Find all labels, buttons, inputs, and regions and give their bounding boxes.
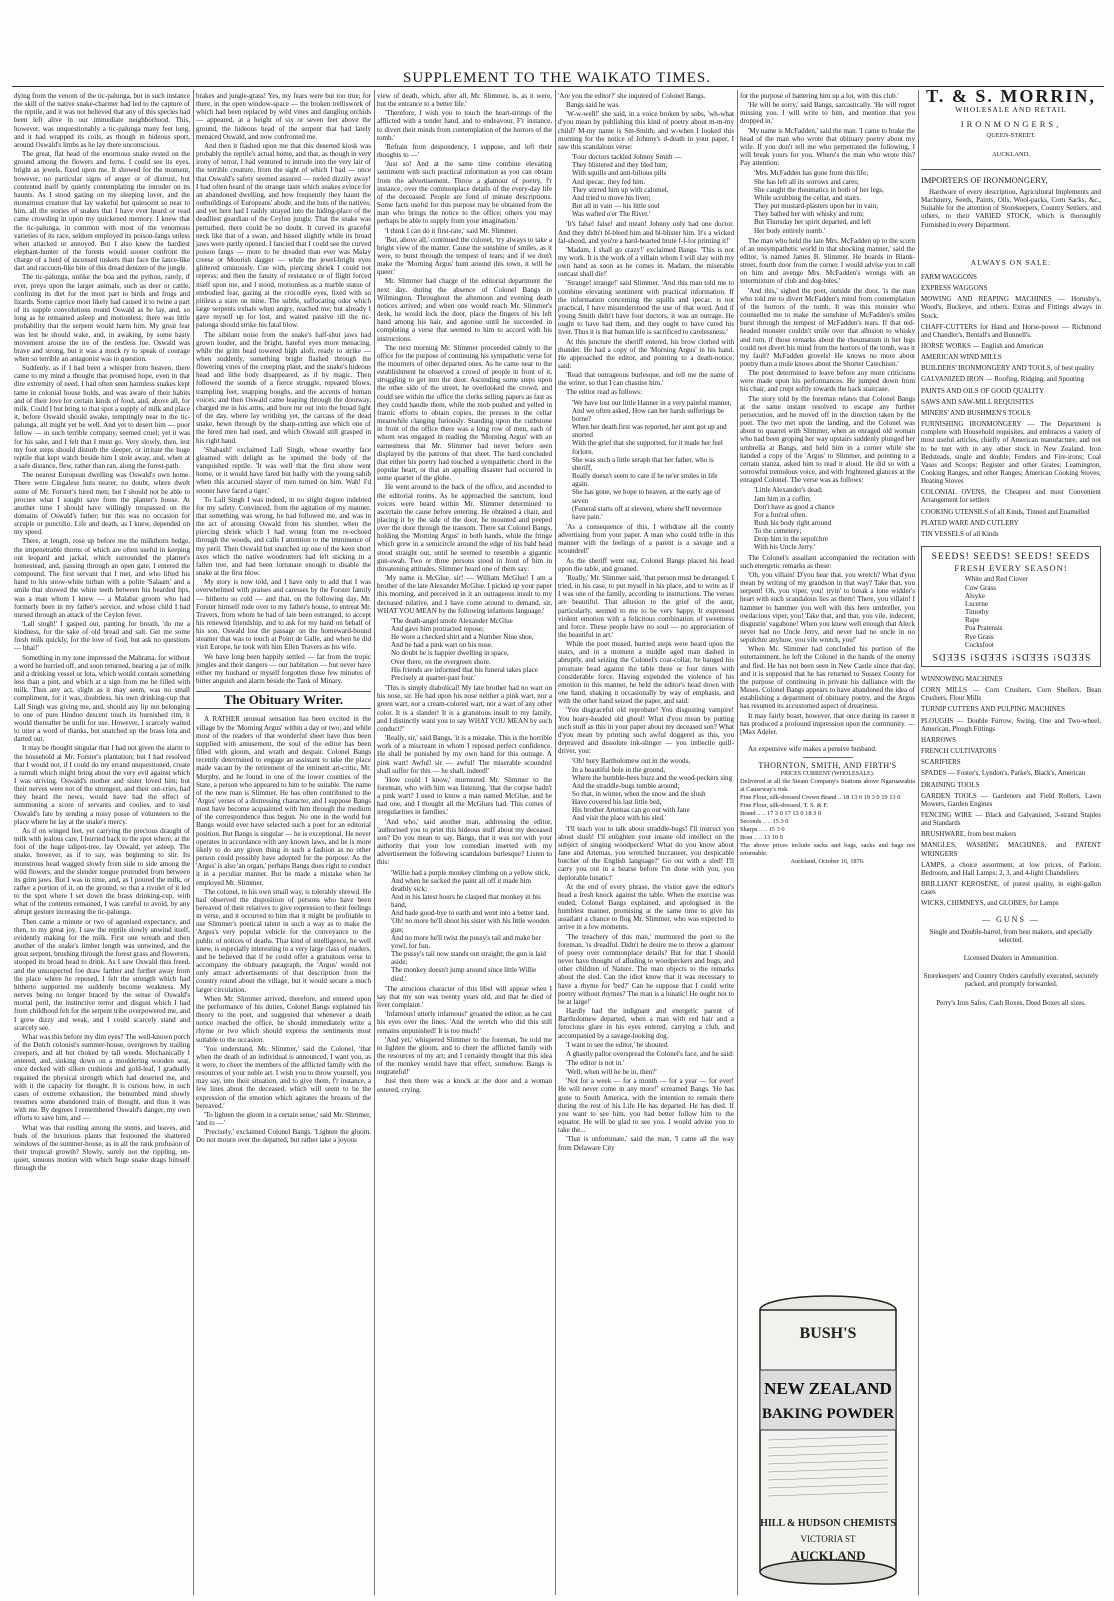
column-divider <box>918 90 919 1595</box>
morrin-title: T. & S. MORRIN, <box>926 90 1096 106</box>
column-divider <box>555 90 556 1595</box>
thornton-subtitle: PRICES CURRENT (WHOLESALE). <box>780 771 875 778</box>
story-paragraph: What was this before my dim eyes? The well-known porch of the Dutch colonist's summer-house, overgrown by trailing creepers, and all but choked by tall weeds. Mechanically I entered, and, sinking down on a mouldering wooden seat, once decked with silken cushions and gold-leaf, I gradually regained the physical strength which had deserted me, and with it the capacity for thought. It is curious how, in such cases of extreme exhaustion, the benumbed mind slowly resumes some abandoned train of thought, and thus it was with me. By degrees I remembered Oswald's danger, my own efforts to save him, and — <box>14 1032 190 1123</box>
obituary-paragraph: When Mr. Slimmer arrived, therefore, and entered upon the performance of his duties, Colonel Bangs explained his theory to the poet, and suggested that whenever a death notice reached the office, he should immediately write a rhyme or two which should express the sentiments most suitable to the occasion. <box>196 994 371 1044</box>
story-paragraph: 'Shabash!' exclaimed Lall Singh, whose swarthy face gleamed with delight as he spurned the body of the vanquished reptile. 'It was well that the first show went home, or it would have fared but badly with the young sahib when this accursed slayer of men turned on him. Wah! I'd sooner have faced a tiger.' <box>196 445 371 495</box>
stock-item: MANGLES, WASHING MACHINES, and PATENT WRINGERS <box>921 841 1101 858</box>
obituary-paragraph: 'This is simply diabolical! My late brother had no wart on his nose, sir. He had upon his nose neither a pink wart, nor a green wart, nor a cream-colored wart, nor a wart of any other color. It is a slander! It is a gratuitous insult to my family, and I distinctly want you to say WHAT YOU MEAN by such conduct?' <box>377 684 552 733</box>
poem-bartholomew: 'Oh! bury Bartholomew out in the woods, In a beautiful hole in the ground, Where the bumble-bees buzz and the wood-peckers sing And the straddle-bugs tumble around; So that, in winter, when the snow and the slush Have covered his last little bed, His brother Artemas can go out with Jane And visit the place with his sled.' <box>572 757 733 823</box>
obituary-paragraph: 'W-w-well!' she said, in a voice broken by sobs, 'wh-what d'you mean by publishing this kind of poetry about m-m-my child? M-my name is Sm-Smith; and w-when I looked this morning for the notice of Johnny's d-death in your paper, I saw this scandalous verse: <box>558 110 734 151</box>
story-paragraph: To Lall Singh I was indeed, in no slight degree indebted for my safety. Convinced, from the agitation of my manner, that something was wrong, he had followed me, and was in the act of arousing Oswald from his slumber, when the piercing shriek which I had wrung from me re-echoed through the woods, and calls I attention to the imminence of my peril. Then Oswald hut snatched up one of the keen short axes which the native woodcutters had left sticking in a fallen tree, and had been fortunate enough to disable the snake at the first blow. <box>196 495 371 578</box>
column-4 <box>558 92 734 1597</box>
stock-item: FURNISHING IRONMONGERY — The Department is complete with Household requisites, and embraces a variety of most useful articles, chiefly of American manufacture, and not to be met with in any other stock in New Zealand. Iron Bedsteads, single and double; Fenders and Fire-irons; Coal Vases and Scoops; Register and other Grates; Leamington, Cooking Ranges, and other Ranges; American Cooking Stoves; Heating Stoves <box>921 420 1101 486</box>
obituary-paragraph: The story told by the foreman relates that Colonel Bangs at the same instant resolved to escape any further persecution, and he moved off in the direction taken by the poet. The two met upon the landing, and the Colonel was about to quarrel with Slimmer, when an enraged old woman who had been groping her way upstairs suddenly plunged her umbrella at Bangs, and held him in a corner while she handed a copy of the 'Argus' to Slimmer, and pointing to a certain stanza, asked him to read it aloud. He did so with a sorrowful tremulous voice, and with frightened glances at the enraged Colonel. The verse was as follows: <box>740 394 915 485</box>
story-paragraph: dying from the venom of the tic-palunga, but in such instance the skill of the native snake-charmer had led to the capture of the reptile, and it was not believed that any of this species had been left alive in our immediate neighborhood. This, however, was unquestionably a tic-palunga many feet long, and it had wrapped its coils, as though in hideous sport, around Oswald's limbs as he lay there unconscious. <box>14 92 190 149</box>
tin-street: VICTORIA ST <box>800 1534 856 1544</box>
obituary-paragraph: 'I want to see the editor,' he shouted. <box>566 1040 669 1049</box>
story-paragraph: It may be thought singular that I had not given the alarm to the household at Mr. Forster's plantation; but I had resolved that I would not, if I could do my errand unquestioned, create a tumult which might bring about the very evil against which I was striving. Oswald's mother and sister loved him; but their nerves were not of the strongest, and their out-cries, had they heard the news, would have had the effect of summoning a score of servants and coolies, and to seal Oswald's fate by sending a noisy posse of volunteers to the place where he lay at the snake's mercy. <box>14 744 190 826</box>
morrin-street: QUEEN-STREET. <box>986 132 1036 140</box>
tin-image <box>748 1290 908 1590</box>
column-divider <box>737 90 738 1595</box>
seed-item: Alsyke <box>965 591 985 600</box>
column-2 <box>196 92 371 1597</box>
stock-item: CORN MILLS — Corn Crushers, Corn Shellers, Bean Crushers, Flour Mills <box>921 686 1101 703</box>
stock-item: FRENCH CULTIVATORS <box>921 747 997 756</box>
column-divider <box>374 90 375 1595</box>
column-3 <box>377 92 552 1597</box>
morrin-city: AUCKLAND. <box>991 150 1031 158</box>
stock-item: WINNOWING MACHINES <box>921 674 1003 683</box>
stock-item: EXPRESS WAGGONS <box>921 284 988 293</box>
thornton-desc: Delivered at all the Steam Company's Stations above Ngaruawahia at Causeway's risk. <box>740 778 915 794</box>
obituary-paragraph: 'Really, sir,' said Bangs, 'it is a mistake. This is the horrible work of a miscreant in whom I reposed perfect confidence. He shall be punished by my own hand for this outrage. A pink wart! Awful! sir — awful! The miserable scoundrel shall suffer for this — he shall, indeed!' <box>377 734 552 775</box>
seed-item: White and Red Clover <box>965 575 1028 584</box>
price-row: Seconds .. .. 15 3 0 <box>740 818 789 826</box>
importers-text: Hardware of every description, Agricultural Implements and Machinery, Seeds, Paints, Oils, Wool-packs, Corn Sacks, &c., Suitable for the attention of Storekeepers, Country Settlers, and others, to their VARIED STOCK, which is thoroughly Furnished in every Department. <box>921 187 1101 229</box>
price-row: Brand .. .. 17 3 0 17 13 0 18 3 0 <box>740 810 822 818</box>
seeds-title: FRESH EVERY SEASON! <box>954 563 1068 574</box>
obituary-paragraph: A RATHER unusual sensation has been excited in the village by the 'Morning Argus' within a day or two; and while most of the readers of that wonderful sheet have thus been supplied with amusement, the soul of the editor has been filled with gloom, and wrath and despair. Colonel Bangs recently determined to engage an assistant to take the place made vacant by the retirement of the eminent art-critic, Mr. Murphy, and he found in one of the lower counties of the State, a person who appeared to him to be suitable. The name of the new man is Slimmer. He has often contributed to the 'Argus' verses of a distressing character, and I suppose Bangs must have become acquainted with him through the medium of the correspondence thus begun. No one in the world but Bangs would ever have selected such a poet for an editorial position. But Bangs is singular — he is exceptional. He never operates in accordance with any known laws, and he is more likely to do any given thing in such a fashion as no other person could possibly have adopted for the purpose. As the 'Argus' is also 'an organ,' perhaps Bangs does right to conduct it in a peculiar manner. But he made a mistake when he employed Mr. Slimmer. <box>196 715 371 887</box>
stock-item: SAWS AND SAW-MILL REQUISITES <box>921 397 1034 406</box>
stock-item: FARM WAGGONS <box>921 272 977 281</box>
thornton-ad <box>740 762 915 866</box>
seed-item: Cow Grass <box>965 583 996 592</box>
obituary-paragraph: 'Precisely,' exclaimed Colonel Bangs. 'Lighten the gloom. Do not mourn over the departed, but rather take a joyous <box>196 1128 371 1145</box>
seed-item: Lucerne <box>965 599 988 608</box>
masthead: SUPPLEMENT TO THE WAIKATO TIMES. <box>402 70 711 86</box>
poem-hanner: 'We have lost our little Hanner in a very painful manner, And we often asked, How can her harsh sufferings be borne? When her death first was reported, her aunt got up and snorted With the grief that she supported, for it made her feel forlorn. She was such a little seraph that her father, who is sheriff, Really doesn't seem to care if he ne'er smiles in life again. She has gone, we hope to heaven, at the early age of seven (Funeral starts off at eleven), where she'll nevermore have pain.' <box>572 398 732 521</box>
stock-item: BRILLIANT KEROSENE, of purest quality, in eight-gallon cases <box>921 880 1101 897</box>
obituary-paragraph: 'Madam, I shall go crazy!' exclaimed Bangs. 'This is not my work. It is the work of a villain whom I will slay with my own hand as soon as he comes in. Madam, the miserable outcast shall die!' <box>558 245 734 279</box>
divider <box>803 757 853 758</box>
obituary-paragraph: At this juncture the sheriff entered, his brow clothed with thunder. He had a copy of the 'Morning Argus' in his hand. He approached the editor, and pointing to a death-notice, said: <box>558 337 734 370</box>
stock-item: BRUSHWARE, from best makers <box>921 830 1017 839</box>
obituary-paragraph: The next morning Mr. Slimmer proceeded calmly to the office for the purpose of continuing his sympathetic verse for the mourners of other departed ones. As he came near to the establishment he observed a crowd of people in front of it, struggling to get into the door. Ascending some steps upon the other side of the street, he overlooked the crowd, and could see within the office the clerks selling papers as fast as they could handle them, while the mob pushed and yelled in frantic efforts to obtain copies, the presses in the cellar meanwhile clanging furiously. Standing upon the curbstone in front of the office there was a long row of men, each of whom was engaged in reading the 'Morning Argus' with an earnestness that Mr. Slimmer had never before seen displayed by the patrons of that sheet. The bard concluded that either his poetry had touched a sympathetic chord in the popular heart, or that an appalling disaster had occurred in some quarter of the globe. <box>377 343 552 483</box>
storekeepers-note: Storekeepers' and Country Orders carefully executed, securely packed, and promptly forwarded. <box>923 972 1099 989</box>
obituary-paragraph: 'You understand, Mr. Slimmer,' said the Colonel, 'that when the death of an individual is announced, I want you, as it were, to cheer the members of the afflicted family with the resources of your noble art. I wish you to throw yourself, you may say, into their situation, and to give them, f'r instance, a few lines about the deceased, which will seem to be the expression of the emotion which agitates the breasts of the bereaved.' <box>196 1044 371 1110</box>
story-paragraph: Then came a minute or two of agonised expectancy, and then, to my great joy, I saw the reptile slowly unwind itself, evidently making for the milk. First one wreath and then another of the snake's limber length was untwined, and the great serpent, brushing through the forest grass and flowerets, stooped its broad head to drink. As I saw Oswald thus freed, and the unsuspected foe draw farther and further away from the place where he reposed, I felt the strength which had hitherto supported me suddenly become weakness. My nerves being no longer braced by the sense of Oswald's mortal peril, the instinctive terror and disgust which I had from childhood felt for the serpent tribe overpowered me, and I grew dizzy and weak, and I could scarcely stand and scarcely see. <box>14 917 190 1032</box>
stock-item: HORSE WORKS — English and American <box>921 341 1044 350</box>
column-1 <box>14 92 190 1597</box>
price-row: Fine Flour, silk-dressed Crown Brand .. 18 13 0 19 3 0 19 13 0 <box>740 794 901 802</box>
divider <box>803 740 853 741</box>
story-paragraph: What was that rustling among the stems, and leaves, and buds of the luxurious plants that festooned the shattered windows of the summer-house, as in all the rank profusion of their tropical growth? Slowly, surely not the rippling, un-quiet, sinuous motion with which huge snake drags himself through the <box>14 1123 190 1173</box>
poem-mcfadden: 'Mrs. McFadden has gone from this life; She has left all its sorrows and cares; She caught the rheumatics in both of her legs, While scrubbing the cellar, and stairs. They put mustard-plasters upon her in vain; They bathed her with whisky and rum; But Thursday her spirit departed, and left Her body entirely numb.' <box>754 169 884 235</box>
thornton-date: Auckland, October 16, 1876. <box>790 858 865 866</box>
short-quip: An expensive wife makes a pensive husband. <box>748 745 877 754</box>
guns-text: Single and Double-barrel, from best makers, and specially selected. <box>929 927 1093 944</box>
obituary-paragraph: 'The atrocious character of this libel will appear when I say that my son was twenty years old, and that he died of liver complaint.' <box>377 984 552 1010</box>
thornton-note: The above prices include sacks and bags, sacks and bags not returnable. <box>740 842 915 858</box>
price-row: Sharps .. .. 15 3 0 <box>740 826 785 834</box>
obituary-paragraph: The colonel, in his own small way, is tolerably shrewd. He had observed the disposition of persons who have been bereaved of their relatives to give expression to their feelings in verse, and it occurred to him that it might be profitable to use Slimmer's poetical talent in such a way as to make the 'Argus's very popular vehicle for the conveyance to the public of notices of deaths. That kind of intelligence, he well knew, is especially interesting to a very large class of readers, and he believed that if he could offer a gratuitous verse to accompany the obituary paragraph, the 'Argus' would not only attract advertisements of that description from the country round about the village, but it would secure a much larger circulation. <box>196 887 371 994</box>
obituary-paragraph: While the poet mused, hurried steps were heard upon the stairs, and in a moment a middle aged man dashed in abruptly, and seizing the Colonel's coat-collar, he banged his prostrate head against the table three or four times with considerable force. Having expended the violence of his emotion in this manner, he held the editor's head down with one hand, shaking it occasionally by way of emphasis, and with the other hand seized the paper, and said: <box>558 640 734 706</box>
stock-item: CHAFF-CUTTERS for Hand and Horse-power — Richmond and Chandler's, Bentall's and Bunnell's. <box>921 322 1101 339</box>
seeds-banner: SEEDS! SEEDS! SEEDS! SEEDS <box>931 552 1091 563</box>
perry-safes: Perry's Iron Safes, Cash Boxes, Deed Boxes all sizes. <box>936 998 1086 1007</box>
morrin-advertisement <box>921 90 1101 1595</box>
obituary-paragraph: 'The editor is not in.' <box>566 1058 625 1067</box>
tin-maker: HILL & HUDSON CHEMISTS <box>760 1518 896 1529</box>
obituary-paragraph: 'Oh, you villain! D'you hear that, you wretch? What d'you mean by writing of my grandson in that way? Take that, you serpent! Oh, you viper, you! tryin' to break a lone widder's heart with such scandalous lies as them! There, you villain! I hammer to hammer you well with this here umbreller, you owdacious viper, you! Take that, and that, you vile, indecent, disgustin' vagabone! When you knew well enough that Aleck never had no Uncle Jerry, and never had no uncle in no sepulchre anyhow, you vile wretch, you!' <box>740 570 915 645</box>
obituary-paragraph: 'To lighten the gloom in a certain sense,' said Mr. Slimmer, 'and to —' <box>196 1110 371 1128</box>
stock-item: PAINTS AND OILS OF GOOD QUALITY <box>921 386 1045 395</box>
stock-item: GARDEN TOOLS — Gardeners and Field Rollers, Lawn Mowers, Garden Engines <box>921 791 1101 808</box>
obituary-paragraph: The man who held the late Mrs. McFadden up to the scorn of an unsympathetic world in that shocking manner,' said the editor, 'is named James B. Slimmer. He boards in Blank-street, fourth door from the corner. I would advise you to call on him and avenge Mrs. McFadden's wrongs with an intermixture of club and dog-bites.' <box>740 236 915 286</box>
seeds-box <box>921 546 1101 667</box>
obituary-paragraph: 'The treachery of this man,' murmured the poet to the foreman, 'is dreadful. Didn't he desire me to throw a glamour of poesy over commonplace details? But for that I should never have thought of alluding to woodpeckers and bugs, and other children of Nature. The man objects to the remarks about the sled. Can the idiot know that it was necessary to have a rhyme for 'bed?' Can he suppose that I could write poetry without rhymes? The man is a lunatic! He ought not to be at large!' <box>558 932 734 1006</box>
story-paragraph: 'Lall singh!' I gasped out, panting for breath, 'do me a kindness, for the sake of old bread and salt. Get me some fresh milk quickly, for the love of God, but ask no questions — bhai!' <box>14 620 190 653</box>
story-paragraph: As if on winged feet, yet carrying the precious draught of milk with jealous care, I hurried back to the spot where, at the foot of the huge talipot-tree, lay Oswald, yet asleep. The snake, however, as if to say, was beginning to stir. Its monstrous head wagged slowly from side to side among the wild flowers, and the slender tongue protruded from between its grim jaws. But I was in time, and, as I poured the milk, or rather a portion of it, on the ground, so that a rivulet of it led to the spot where I set down the brass drinking-cup, with what of the contents remained, I was careful to avoid, by any abrupt gesture increasing the tic-palunga. <box>14 826 190 917</box>
obituary-paragraph: A ghastly pallor overspread the Colonel's face, and he said: <box>566 1049 734 1058</box>
story-paragraph: The great, flat head of the enormous snake rested on the ground among the flowers and ferns. I could see its eyes, bright as jewels, fixed upon me. It showed for the moment, however, no particular signs of anger or of distrust, but contented itself by quietly contemplating the intruder on its haunts. As I stood gazing on my sleeping lover, and the monstrous creature that lay wakeful but quiescent so near to him, all the stories of snakes that I have ever heard or read came crowding in upon my quickened memory. I knew that the tic-palunga, in common with most of the venomous varieties of its race, seldom employed its poison-fangs unless when attacked or annoyed. But I also knew the hardiest elephant-hunter of the forests would sooner confront the charge of a herd of incensed tuskers than face the lance-like dart and raccoon-like bite of this dread denizen of the jungle. <box>14 150 190 273</box>
stock-item: COLONIAL OVENS, the Cheapest and most Convenient Arrangement for settlers <box>921 488 1101 505</box>
story-paragraph: The tic-palunga, unlike the boa and the python, rarely, if ever, preys upon the larger animals, such as deer or cattle, confining its diet for the most part to birds and frogs and lizards. Some caprice most likely had caused it to twine a part of its supple convolutions round Oswald as he lay, and, so long as he remained asleep and motionless, there was little probability that the serpent would harm him. My great fear was lest he should wake, and, in awaking, by some hasty movement arouse the ire of the restless foe. Oswald was brave and strong, but it was a mock ry to speak of courage when so terrible an antagonist was in question. <box>14 273 190 363</box>
obituary-heading: The Obituary Writer. <box>196 691 371 709</box>
machinery-list <box>921 675 1101 908</box>
stock-item: TIN VESSELS of all Kinds <box>921 529 999 538</box>
story-paragraph: And then it flashed upon me that this deserted kiosk was probably the reptile's actual home, and that, as though in very irony of terror, I had ventured to intrude into the very lair of the terrible creature, from the sight of which I had — once that Oswald's safety seemed assured — reeled dizzily away! I had often heard of the strange taste which snakes evince for an abandoned dwelling, and how frequently they haunt the outbuildings of Europeans' abode, and the huts of the natives; and yet here had I rashly strayed into the hiding-place of the deadliest guardian of the Ceylon jungle. That the snake was perturbed, there could be no doubt. It curved its graceful neck like that of a swan, and hissed slightly while its broad jaws were partly opened. I fancied that I could see the curved poison fangs — more to be dreaded than ever was Malay creese or Moorish dagger — while the jewel-bright eyes glittered ominously. Cue with, piercing shriek I could not repress; and then the fatuity of resistance or of flight forced itself upon me, and I stood, motionless as a marble statue of embodied fear, gazing at the crocodile eyes, fixed with so pitiless a stare on mine. The subtle, suffocating odor which large serpents exhale when angry, reached me; but already I gave myself up for lost, and waited passive till the tic-palunga should strike his fatal blow. <box>196 141 371 330</box>
obituary-paragraph: 'It's false! false! and mean! Johnny only had one doctor. And they didn't bl-bleed him and bl-blister him. It's a wicked fal-shood, and you're a hard-hearted brute f-f-for printing it!' <box>558 220 734 245</box>
story-paragraph: Suddenly, as if I had been a whisper from heaven, there came to my mind a thought that promised hope, even in that dire extremity of need. I had often seen harmless snakes kept tame in colonial house holds, and was aware of their habits and of their love for certain kinds of food, and, above all, for milk. Could I but bring to that spot a supply of milk and place it, before Oswald should awake, temptingly near to the tic-palunga, all might yet be well. And yet to desert him — poor fellow — in such terrible company, seemed cruel; yet it was for his sake, and I felt that I must go. Very slowly, then, lest my foot steps should disturb the sleeper, or irritate the huge reptile that kept watch beside him I stole away, and, when at a safe distance, flew, rather than ran, along the forest-path. <box>14 364 190 471</box>
obituary-paragraph: 'My name is McFadden,' said the man. 'I came to brake the head of the man who wrote that obituary poetry about my wife. If you don't tell me who perpetrated the following, I will break yours for you. Where's the man who wrote this? Pay attention: <box>740 126 915 168</box>
obituary-paragraph: 'That is unfortunate,' said the man, 'I came all the way from Delaware City <box>558 1135 734 1152</box>
obituary-paragraph: 'He will be sorry,' said Bangs, sarcastically. 'He will regret missing you. I will write to him, and mention that you dropped in.' <box>740 101 915 126</box>
stock-item: FENCING WIRE — Black and Galvanised, 3-strand Staples and Standards <box>921 811 1101 828</box>
seed-item: Cocksfoot <box>965 640 994 649</box>
story-paragraph: We have long been happily settled — far from the tropic jungles and their dangers — our habitation — but never have either my husband or myself forgotten those few minutes of bitter anguish and alarm beside the Tank of Minary. <box>196 652 371 686</box>
licensed-dealers: Licensed Dealers in Ammunition. <box>963 954 1059 963</box>
stock-item: AMERICAN WIND MILLS <box>921 353 1002 362</box>
seed-item: Rape <box>965 616 980 625</box>
tin-brand: BUSH'S <box>799 1325 857 1342</box>
price-row: Bran .. .. 13 10 0 <box>740 834 783 842</box>
obituary-paragraph: Just then there was a knock at the door and a woman entered, crying. <box>377 1077 552 1094</box>
obituary-paragraph: 'As a consequence of this, I withdraw all the county advertising from your paper. A man who could trifle in this manner with the feelings of a parent is a savage and a scoundrel!' <box>558 522 734 556</box>
masthead-rule <box>12 86 1104 87</box>
stock-list <box>921 273 1101 538</box>
obituary-paragraph: 'I'll teach you to talk about straddle-bugs! I'll instruct you about slush! I'll enlighten your insane old intellect on the subject of singing woodpeckers! What do you know about Jane and Artemas, you wretched buccaneer, you despicable butcher of the English language?' Go out with a sled! I'll carry you out in a hearse before I'm done with you, you deplorable lunatic!' <box>558 824 734 882</box>
obituary-paragraph: 'And yet,' whispered Slimmer to the foreman, 'he told me to lighten the gloom, and to cheer the afflicted family with the resources of my art; and I certainly thought that this idea of the monkey would have that effect, somehow. Bangs is ungrateful!' <box>377 1035 552 1077</box>
seed-item: Rye Grass <box>965 632 994 641</box>
story-paragraph: My story is now told, and I have only to add that I was overwhelmed with praises and caresses by the Forster family — hitherto so cold — and that, on the following day, Mr. Forster himself rode over to my father's house, to entreat Mr. Travers, from whom he had of late been estranged, to accept his renewed friendship, and to ask for my hand on behalf of his son. Oswald lost the passage on the homeward-bound steamer that was to touch at Point de Galle, and when he did visit Europe, he took with him Ellen Travers as his wife. <box>196 578 371 652</box>
obituary-paragraph: When Mr. Slimmer had concluded his portion of the entertainment, he left the Colonel in the hands of the enemy and fled. He has not been seen in New Castle since that day, and it is supposed that he has returned to Sussex County for the purpose of continuing in private his dalliance with the Muses. Colonel Bangs appears to have abandoned the idea of establishing a department of obituary poetry, and the Argus has resumed its accustomed aspect of dreariness. <box>740 645 915 711</box>
stock-item: SCARIFIERS <box>921 758 961 767</box>
stock-item: PLATED WARE AND CUTLERY <box>921 518 1019 527</box>
story-paragraph: The sibilant noise from the snake's half-shut jaws had grown louder, and the bright, hateful eyes more menacing, while the grim head towered high aloft, ready to strike — when suddenly, something bright flashed through the flowering vines of the creeping plant, and the snake's hideous head and lithe body disappeared, as if by magic. Then followed the sounds of a fierce struggle, repeated blows, trampling feet, snapping boughs, and the accents of human voices; and then Oswald came leaping through the doorway, charged me in his arms, and bore me out into the broad light of the day, where lay writhing yet, the carcass of the dead snake, hewn through by the sharp-cutting axe which one of the hired men had used, and which Oswald still grasped in his right hand. <box>196 330 371 445</box>
obituary-paragraph: 'My name is McGlue, sir! — William McGlue! I am a brother of the late Alexander McGlue. I picked up your paper this morning, and perceived in it an outrageous insult to my deceased relative, and I have come around to demand, sir, WHAT YOU MEAN by the following infamous language:' <box>377 574 552 615</box>
stock-item: PLOUGHS — Double Furrow, Swing, One and Two-wheel, American, Plough Fittings <box>921 716 1101 733</box>
poem-willie: 'Willie had a purple monkey climbing on a yellow stick, And when he sucked the paint all off it made him deathly sick; And in his latest hours he clasped that monkey in his hand, And bade good-bye to earth and went into a better land. 'Oh! no more he'll shoot his sister with his little wooden gun; And no more he'll twist the pussy's tail and make her yowl, for fun. The pussy's tail now stands out straight; the gun is laid aside; The monkey doesn't jump around since little Willie died.' <box>391 868 550 983</box>
story-paragraph: Something in my tone impressed the Mahratta, for without a word he hurried off, and soon returned, bearing a jar of milk and a drinking vessel or lota, which would contain something less than a pint, and which at a sign from me he filled with milk. Thus any act, slight as it may seem, was no small compliment, for it was, doubtless, his own drinking-cup that Lall Singh was giving me, and, should any lip not belonging to one of pure Hindoo descent touch its burnished rim, it would thereafter be unfit for use. However, I scarcely waited to utter a word of thanks, but snatched up the brass lota and darted out. <box>14 653 190 744</box>
tin-city: AUCKLAND <box>790 1548 866 1563</box>
story-paragraph: brakes and jungle-grass! Yes, my fears were but too true; for there, in the open window-space — the broken trelliswork of which had been replaced by wild vines and dangling orchids — appeared, at a height of six or seven feet above the ground, the hideous head of the serpent that had lately menaced Oswald, and now confronted me. <box>196 92 371 141</box>
obituary-paragraph: The editor read as follows: <box>566 388 643 397</box>
obituary-paragraph: 'I think I can do it first-rate,' said Mr. Slimmer. <box>385 226 518 235</box>
obituary-paragraph: 'Just so! And at the same time combine elevating sentiment with such practical information as you can obtain from the advertisement. Throw a glamour of poetry, f'r instance, over the commonplace details of the every-day life of the deceased. People are fond of minute descriptions. Some facts useful for this purpose may be obtained from the man who brings the notice to the office; others you may perhaps be able to supply from your imagination.' <box>377 160 552 226</box>
poem-mcglue: 'The death-angel smote Alexander McGlue And gave him protracted repose; He wore a checked shirt and a Number Nine shoe, And he had a pink wart on his nose. No doubt he is happier dwelling in space, Over there, on the evergreen shore. His friends are informed that his funeral takes place Precisely at quarter-past four.' <box>391 616 538 682</box>
obituary-paragraph: 'Refrain from despondency, I suppose, and left their thoughts to —' <box>377 142 552 160</box>
baking-powder-tin-illustration <box>748 1290 908 1590</box>
seeds-list <box>925 575 1097 648</box>
obituary-paragraph: 'Strange! strange!' said Slimmer. 'And this man told me to combine elevating sentiment with practical information. If the information concerning the squills and ipecac. is not practical, I have misunderstood the use of that word. And if young Smith didn't have four doctors, it was an outrage. He ought to have had them, and they ought to have cured his liver. Thus it is that human life is sacrificed to carelessness.' <box>558 279 734 337</box>
poem-alexander: 'Little Alexander's dead; Jam him in a coffin; Don't have as good a chance For a fun'ral often. Rush his body right around To the cemetery; Drop him in the sepulchre With his Uncle Jerry.' <box>754 486 835 552</box>
stock-item: HARROWS <box>921 735 957 744</box>
obituary-paragraph: At the end of every phrase, the visitor gave the editor's head a fresh knock against the table. When the exercise was ended, Colonel Bangs explained, and apologised in the humblest manner, promising at the same time to give his assailant a chance to flog Mr. Slimmer, who was expected to arrive in a few moments. <box>558 882 734 932</box>
obituary-paragraph: It may fairly boast, however, that once during its career it has produced a profound impression upon the community. — [Max Adeler. <box>740 711 915 736</box>
obituary-paragraph: The Colonel's assailant accompanied the recitation with such energetic remarks as these: <box>740 553 915 570</box>
guns-heading: — GUNS — <box>982 914 1040 924</box>
stock-item: DRAINING TOOLS <box>921 780 980 789</box>
obituary-paragraph: 'Therefore, I wish you to touch the heart-strings of the afflicted with a tender hand, and to endeavour, F'r instance, to divert their minds from contemplation of the horrors of the tomb.' <box>377 109 552 142</box>
obituary-paragraph: 'And this,' sighed the poet, outside the door, 'is the man who told me to divert McFadden's mind from contemplation of the horrors of the tomb. It was this monster who counselled me to make the sunshine of McFadden's smiles burst through the tempest of McFadden's tears. If that red-headed monster couldn't smile over that allusion to whisky and rum, if those remarks about the rheumatism in her legs could not divert his mind from the horrors of the tomb, was it my fault? McFadden grovels! He knows no more about poetry than a mule knows about the Shorter Catechism.' <box>740 286 915 368</box>
obituary-paragraph: 'Not for a week — for a month — for a year — for ever! He will never come in any more!' screamed Bangs. 'He has gone to South America, with the intention to remain there during the rest of his Life He has departed. He has died. If you want to see him, you had better follow him to the equator. He will be glad to see you. I would advise you to take the... <box>558 1077 734 1135</box>
obituary-paragraph: Bangs said he was. <box>566 101 620 110</box>
seed-item: Poa Pratensis <box>965 624 1003 633</box>
obituary-paragraph: 'Really,' Mr. Slimmer said, 'that person must be deranged. I tried, in his case, to put myself in his place, and to write as if I was one of the family, according to instructions. The verses are beautiful. That allusion to the grief of the aunt, particularly, seemed to me to be very happy. It expressed violent emotion with a felicitous combination of sweetness and force. These people have no soul — no appreciation of the beautiful in art.' <box>558 573 734 639</box>
seed-item: Timothy <box>965 608 989 617</box>
tin-product: BAKING POWDER <box>761 1406 895 1422</box>
price-row: Fine Flour, silk-dressed, T. S. & F. <box>740 802 828 810</box>
column-5 <box>740 92 915 1282</box>
divider <box>921 169 1101 170</box>
morrin-subtitle: WHOLESALE AND RETAIL <box>955 105 1067 115</box>
obituary-paragraph: view of death, which, after all, Mr. Slimmer, is, as it were, but the entrance to a better life.' <box>377 92 552 109</box>
obituary-paragraph: 'How could I know,' murmured Mr. Slimmer to the foreman, who with him was listening, 'that the corpse hadn't a pink wart? I used to know a man named McGlue, and he had one, and I thought all the McGlues had. This comes of irregularities in families.' <box>377 775 552 817</box>
story-paragraph: There, at length, rose up before me the milkthorn hedge, the impenetrable thorns of which are often useful in keeping out leopard and jackal, which surrounded the planter's homestead, and, passing through an open gate, I entered the compound. The first servant that I met, and who lifted his hand to his snow-white turban with a polite 'Salaam' and a smile that showed the white teeth between his bearded lips, was a man whom I knew — a Malabar groom who had formerly been in my father's service, and whose child I had nursed through an attack of the Ceylon fever. <box>14 537 190 619</box>
obituary-paragraph: for the purpose of battering him up a lot, with this club.' <box>740 92 899 100</box>
poem-johnny-smith: 'Four doctors tackled Johnny Smith — They blistered and they bled him; With squills and anti-bilious pills And ipecac. they fed him. They stirred him up with calomel, And tried to move his liver; But all in vain — his little soul Was wafted o'er The River.' <box>572 153 682 219</box>
stock-item: TURNIP CUTTERS AND PULPING MACHINES <box>921 705 1066 714</box>
column-divider <box>193 90 194 1595</box>
obituary-paragraph: 'Infamous! utterly infamous!' groaned the editor, as he cast his eyes over the lines. 'And the wretch who did this still remains unpunished! It is too much!' <box>377 1010 552 1035</box>
obituary-paragraph: Mr. Slimmer had charge of the editorial department the next day, during the absence of Colonel Bangs in Wilmington. Throughout the afternoon and evening death notices arrived; and when one would reach Mr. Slimmer's desk, he would lock the door, place the fingers of his left hand among his hair, and agonise until he succeeded in completing a verse that seemed to him to accord with his instructions. <box>377 277 552 343</box>
thornton-title: THORNTON, SMITH, AND FIRTH'S <box>758 761 897 771</box>
stock-item: COOKING UTENSILS of all Kinds, Tinned and Enamelled <box>921 507 1090 516</box>
obituary-paragraph: 'Well, when will he be in, then?' <box>566 1068 657 1077</box>
obituary-paragraph: He went around to the back of the office, and ascended to the editorial rooms. As he approached the sanctum, loud voices were heard within Mr. Slimmer determined to ascertain the cause before entering. He obtained a chair, and placing it by the side of the door, he mounted and peeped over the door through the transom. There sat Colonel Bangs, holding the 'Morning Argus' in both hands, while the fringe which grew in a semicircle around the edge of his bald head stood straight out, until he seemed to resemble a gigantic gun-swab. Two or three persons stood in front of him in threatening attitudes. Slimmer heard one of them say: <box>377 483 552 573</box>
stock-item: GALVANIZED IRON — Roofing, Ridging, and Spouting <box>921 375 1084 384</box>
stock-item: MOWING AND REAPING MACHINES — Hornsby's, Wood's, Buckeye, and others. Extras and Fittings always in Stock. <box>921 295 1101 320</box>
obituary-paragraph: 'You disgraceful old reprobate! You disgusting vampire! You hoary-headed old ghoul! What d'you mean by putting such stuff as this in your paper about my deceased son? What d'you mean by printing such awful doggerel as this, you depraved and dissolute ink-slinger — you imbecile quill-driver, you: <box>558 706 734 756</box>
obituary-paragraph: 'And who,' said another man, addressing the editor, 'authorised you to print this hideous stuff about my deceased son? Do you mean to say, Bangs, that it was not with your authority that your low comedian inserted with my advertisement the following scandalous burlesque? Listen to this: <box>377 817 552 867</box>
obituary-paragraph: The poet determined to leave before any more criticisms were made upon his performances. He jumped down from his chair, and crept softly towards the back staircase. <box>740 369 915 394</box>
tin-title: NEW ZEALAND <box>764 1379 892 1398</box>
obituary-paragraph: Hardly had the indignant and energetic parent of Bartholomew departed, when a man with red hair and a ferocious glare in his eyes entered, carrying a club, and accompanied by a savage-looking dog. <box>558 1007 734 1040</box>
stock-item: MINERS' AND BUSHMEN'S TOOLS <box>921 408 1031 417</box>
stock-item: LAMPS, a choice assortment, at low prices, of Parlour, Bedroom, and Hall Lamps; 2, 3, and 4-light Chandeliers <box>921 860 1101 877</box>
obituary-paragraph: 'Read that outrageous burlesque, and tell me the name of the writer, so that I can chastise him.' <box>558 371 734 388</box>
stock-item: SPADES — Foster's, Lyndon's, Parke's, Black's, American <box>921 769 1086 778</box>
obituary-paragraph: As the sheriff went out, Colonel Bangs placed his head upon the table, and groaned. <box>558 556 734 573</box>
obituary-paragraph: 'Are you the editor?' she inquired of Colonel Bangs. <box>558 92 706 100</box>
story-paragraph: The nearest European dwelling was Oswald's own home. There were Cingalese huts nearer, no doubt, where dwelt some of Mr. Forster's hired men; but I should not be able to procure what I sought save from the planter's house. At another time I should have willingly trespassed on the domains of Oswald's father; but this was no occasion for scruple or punctilio. Life and death, as I knew, depended on my speed. <box>14 471 190 537</box>
obituary-paragraph: 'But, above all,' continued the colonel, 'try always to take a bright view of the matter. Cause the sunshine of smiles, as it were, to burst through the tempest of tears; and if we don't make the 'Morning Argus' hum around this town, it will be queer.' <box>377 235 552 277</box>
stock-item: WICKS, CHIMNEYS, and GLOBES, for Lamps <box>921 899 1059 908</box>
always-on-sale: ALWAYS ON SALE: <box>970 257 1052 267</box>
importers-heading: IMPORTERS OF IRONMONGERY, <box>921 174 1048 185</box>
morrin-ironmongers: IRONMONGERS, <box>960 119 1062 130</box>
seeds-banner-inverted: SEEDS! SEEDS! SEEDS! SEEDS <box>931 650 1091 661</box>
stock-item: BUILDERS' IRONMONGERY AND TOOLS, of best quality <box>921 364 1095 373</box>
